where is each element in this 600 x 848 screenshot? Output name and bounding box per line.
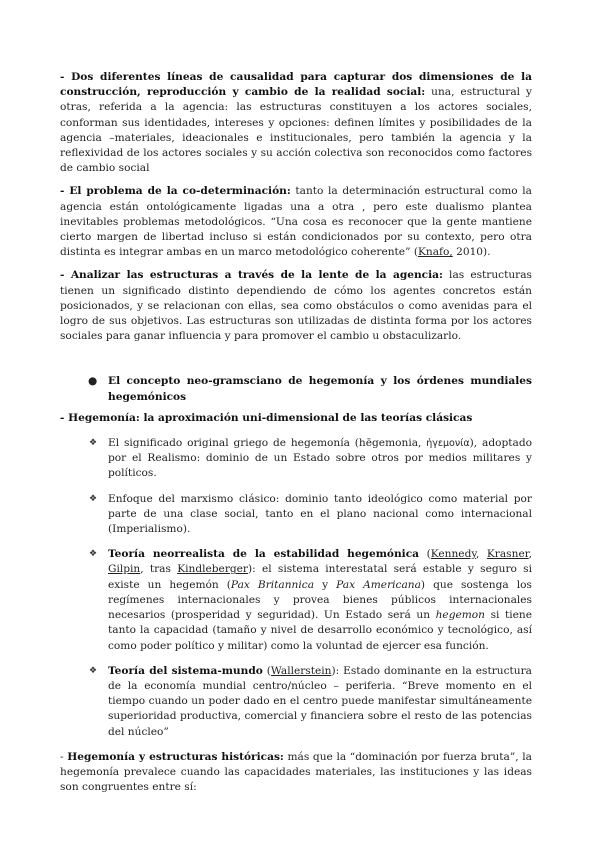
spacer <box>60 352 532 374</box>
paragraph-lead: - Dos diferentes líneas de causalidad para capturar dos dimensiones de la construcción, reproducción y cambio de la realidad social: <box>60 71 532 99</box>
citation-link-kennedy[interactable]: Kennedy <box>430 548 476 561</box>
paragraph-causalidad <box>60 70 532 176</box>
bullet-dot-icon: ● <box>88 375 98 388</box>
citation-link-gilpin[interactable]: Gilpin <box>108 563 141 576</box>
paragraph-body: una, estructural y otras, referida a la agencia: las estructuras constituyen a los actores sociales, conforman sus identidades, intereses y opciones: definen límites y posibilidades de la agencia –materiales, ideacionales e institucionales, pero también la agencia y la reflexividad de los actores sociales y su acción colectiva son reconocidos como factores de cambio social <box>60 86 532 175</box>
diamond-bullet-icon: ❖ <box>89 438 98 449</box>
citation-link-krasner[interactable]: Krasner <box>486 548 529 561</box>
diamond-bullet-icon: ❖ <box>89 665 98 676</box>
section-heading: El concepto neo-gramsciano de hegemonía y los órdenes mundiales hegemónicos <box>108 375 532 403</box>
paragraph-co-determinacion <box>60 184 532 260</box>
citation-link-wallerstein[interactable]: Wallerstein <box>270 664 332 677</box>
paragraph-body: tanto la determinación estructural como la agencia están ontológicamente ligadas una a otra , pero este dualismo plantea inevitables problemas metodológicos. “Una cosa es reconocer que la gente mantiene cierto margen de libertad incluso si están condicionados por su contexto, pero otra distinta es integrar ambas en un marco metodológico coherente” ( <box>60 185 532 259</box>
paragraph-body: las estructuras tienen un significado distinto dependiendo de cómo los agentes concretos están posicionados, y se relacionan con ellas, sea como obstáculos o como avenidas para el logro de sus objetivos. Las estructuras son utilizadas de distinta forma por los actores sociales para ganar influencia y para promover el cambio u obstaculizarlo. <box>60 269 532 343</box>
paragraph-tail: 2010). <box>452 246 491 259</box>
list-item-sistema-mundo: ❖ Teoría del sistema-mundo (Wallerstein): Estado dominante en la estructura de la economía mundial centro/núcleo – periferia. “Breve momento en el tiempo cuando un poder dado en el centro puede manifestar simultáneamente superioridad productiva, comercial y financiera sobre el resto de las potencias del núcleo” <box>89 664 532 738</box>
section-bullet <box>60 374 532 404</box>
citation-link-kindleberger[interactable]: Kindleberger <box>177 563 248 576</box>
diamond-bullet-icon: ❖ <box>89 549 98 560</box>
paragraph-estructuras-historicas: - Hegemonía y estructuras históricas: más que la “dominación por fuerza bruta”, la hegemonía prevalece cuando las capacidades materiales, las instituciones y las ideas son congruentes entre sí: <box>60 750 532 794</box>
paragraph-lente-agencia <box>60 268 532 344</box>
paragraph-lead: - Analizar las estructuras a través de la lente de la agencia: <box>60 269 443 282</box>
paragraph-body: más que la “dominación por fuerza bruta”, la hegemonía prevalece cuando las capacidades materiales, las instituciones y las ideas son congruentes entre sí: <box>60 750 532 794</box>
list-item-neorrealista: ❖ Teoría neorrealista de la estabilidad hegemónica (Kennedy, Krasner, Gilpin, tras Kindleberger): el sistema interestatal será estable y seguro si existe un hegemón (Pax Britannica y Pax Americana) que sostenga los regímenes internacionales y provea bienes públicos internacionales necesarios (prosperidad y seguridad). Un Estado será un hegemon si tiene tanto la capacidad (tamaño y nivel de desarrollo económico y tecnológico, así como poder político y militar) como la voluntad de ejercer esa función. <box>89 548 532 652</box>
diamond-bullet-icon: ❖ <box>89 493 98 504</box>
subheading: - Hegemonía: la aproximación uni-dimensional de las teorías clásicas <box>60 411 473 424</box>
list-item-marxismo: ❖ Enfoque del marxismo clásico: dominio tanto ideológico como material por parte de una clase social, tanto en el plano nacional como internacional (Imperialismo). <box>89 492 532 536</box>
paragraph-lead: Hegemonía y estructuras históricas: <box>67 750 284 763</box>
list-item-realismo: ❖ El significado original griego de hegemonía (hēgemonia, ἡγεμονία), adoptado por el Realismo: dominio de un Estado sobre otros por medios militares y políticos. <box>89 437 532 480</box>
citation-link-knafo[interactable]: Knafo, <box>417 246 453 259</box>
document-page <box>60 70 532 803</box>
paragraph-lead: - El problema de la co-determinación: <box>60 185 291 198</box>
greek-term: ἡγεμονία <box>426 438 470 450</box>
